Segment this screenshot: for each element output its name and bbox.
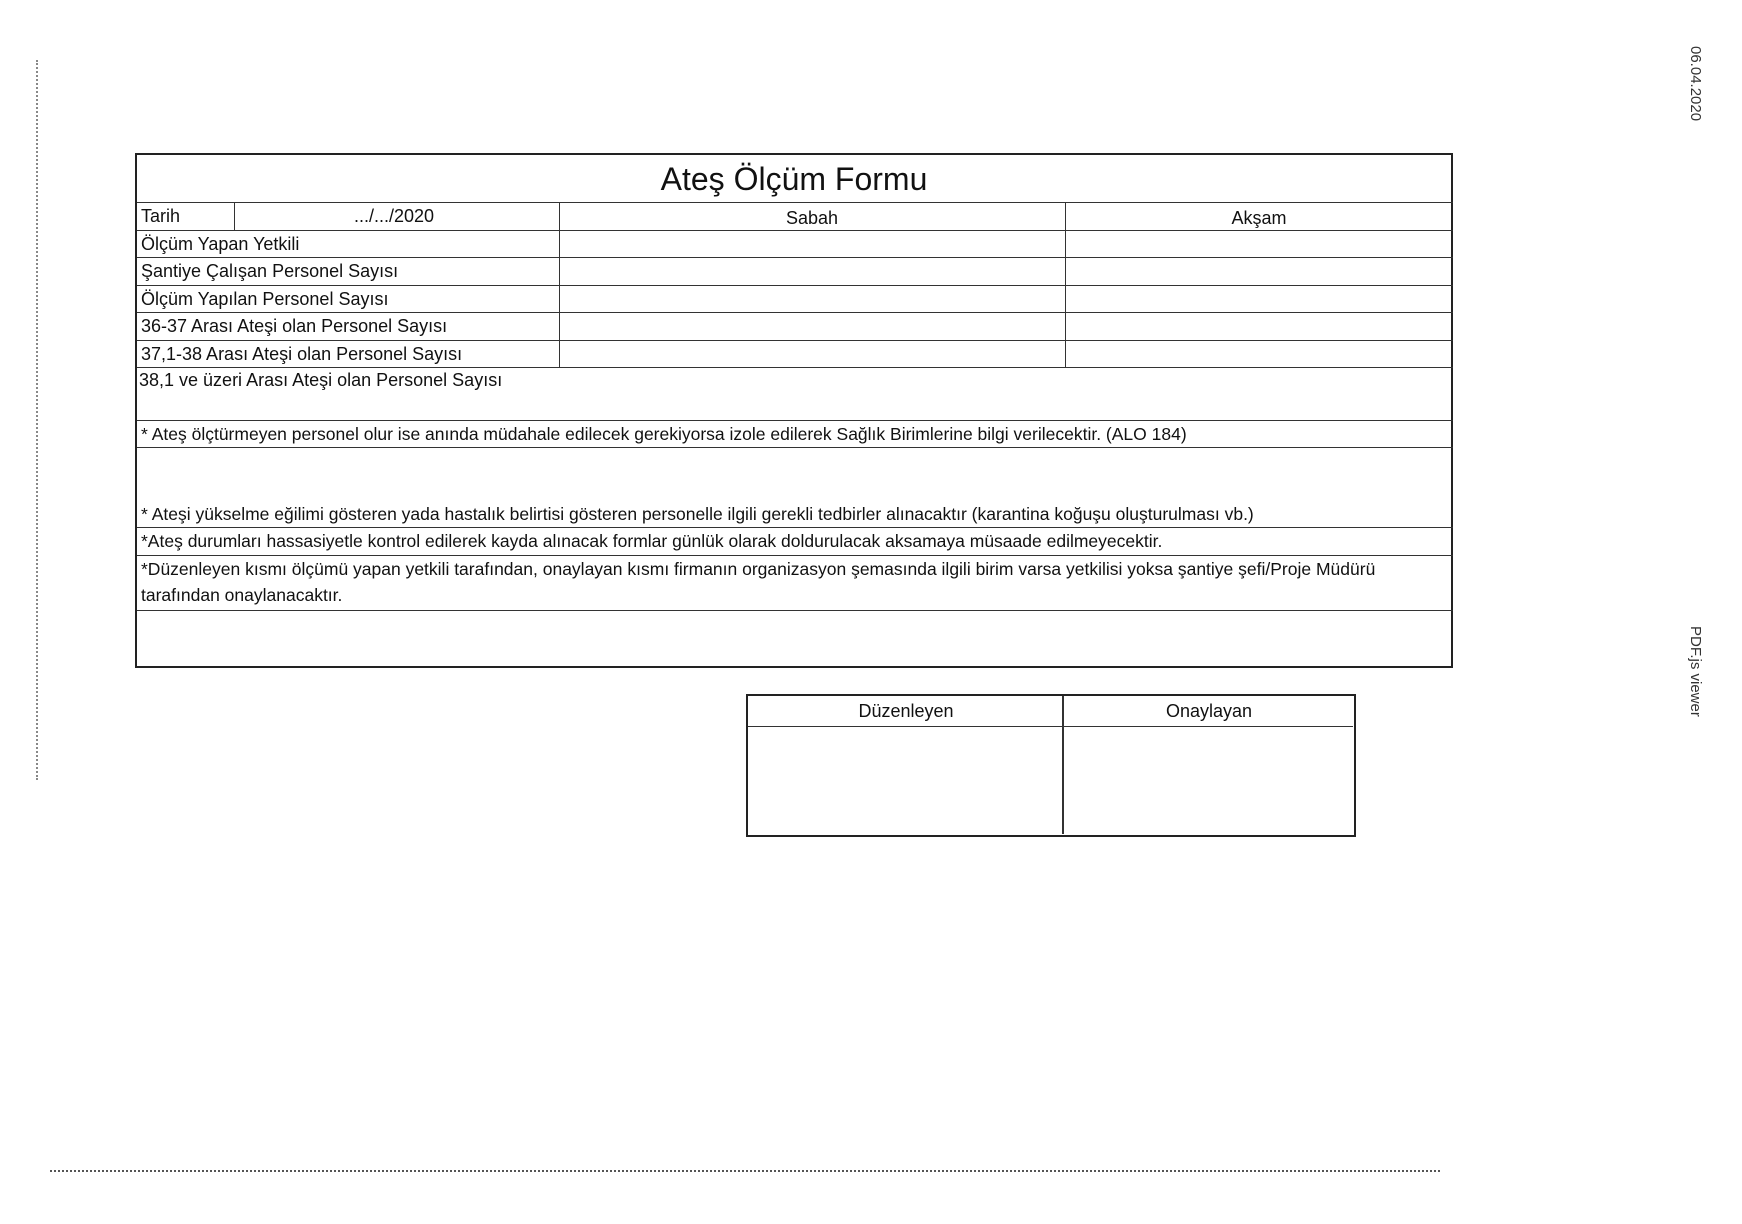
row-label: Şantiye Çalışan Personel Sayısı xyxy=(141,261,399,281)
row-label-last: 38,1 ve üzeri Arası Ateşi olan Personel Sayısı xyxy=(139,370,503,390)
prepared-by-header: Düzenleyen xyxy=(858,701,954,721)
scan-artifact-line xyxy=(50,1170,1440,1172)
morning-column-header: Sabah xyxy=(785,208,839,228)
viewer-label: PDF.js viewer xyxy=(1687,626,1704,717)
grid-line xyxy=(137,202,1453,203)
evening-column-header: Akşam xyxy=(1231,208,1287,228)
date-label: Tarih xyxy=(141,206,181,226)
row-label: Ölçüm Yapılan Personel Sayısı xyxy=(141,289,389,309)
print-date: 06.04.2020 xyxy=(1687,46,1704,122)
fever-measurement-form xyxy=(135,153,1453,668)
scan-edge-mark xyxy=(36,60,42,780)
row-label: Ölçüm Yapan Yetkili xyxy=(141,234,300,254)
note-line: * Ateşi yükselme eğilimi gösteren yada hastalık belirtisi gösteren personelle ilgili gerekli tedbirler alınacaktır (karantina koğuşu oluşturulması vb.) xyxy=(141,504,1254,524)
form-title: Ateş Ölçüm Formu xyxy=(660,161,928,197)
grid-line xyxy=(234,202,235,230)
signature-box xyxy=(746,694,1356,837)
approved-by-header: Onaylayan xyxy=(1165,701,1253,721)
row-label: 36-37 Arası Ateşi olan Personel Sayısı xyxy=(141,316,448,336)
grid-line xyxy=(1062,696,1064,834)
note-line: *Düzenleyen kısmı ölçümü yapan yetkili tarafından, onaylayan kısmı firmanın organizasyon şemasında ilgili birim varsa yetkilisi yoksa şantiye şefi/Proje Müdürü tarafından onaylanacaktır. xyxy=(141,559,1376,605)
note-line: *Ateş durumları hassasiyetle kontrol edilerek kayda alınacak formlar günlük olarak doldurulacak aksamaya müsaade edilmeyecektir. xyxy=(141,531,1163,551)
note-line: * Ateş ölçtürmeyen personel olur ise anında müdahale edilecek gerekiyorsa izole edilerek Sağlık Birimlerine bilgi verilecektir. (ALO 184) xyxy=(141,424,1187,444)
row-label: 37,1-38 Arası Ateşi olan Personel Sayısı xyxy=(141,344,463,364)
date-value: .../.../2020 xyxy=(354,206,435,226)
grid-line xyxy=(137,447,1453,448)
grid-line xyxy=(137,610,1453,611)
grid-line xyxy=(748,726,1353,727)
